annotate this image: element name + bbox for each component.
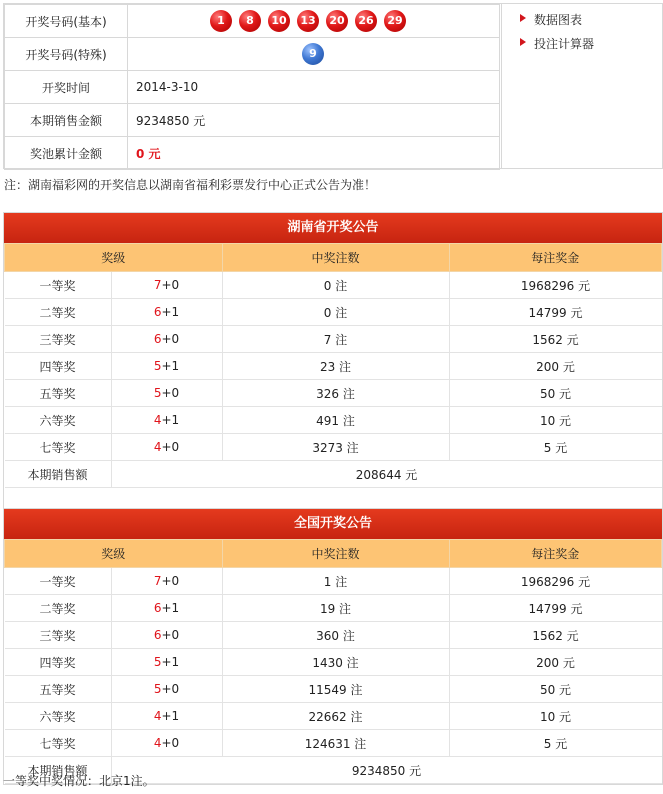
hunan-announcement	[3, 212, 663, 516]
prize-amount: 50 元	[449, 676, 662, 703]
winning-count: 11549 注	[222, 676, 449, 703]
prize-amount: 200 元	[449, 353, 662, 380]
quick-links	[501, 4, 663, 168]
match-special: 0	[171, 386, 180, 400]
prize-amount: 14799 元	[449, 299, 662, 326]
winning-count: 1 注	[222, 568, 449, 595]
basic-ball: 20	[326, 10, 348, 32]
prize-level: 二等奖	[5, 299, 112, 326]
prize-level: 一等奖	[5, 272, 112, 299]
match-special: 1	[171, 413, 180, 427]
match-basic: 7	[153, 278, 162, 292]
national-announcement	[3, 508, 663, 785]
arrow-right-icon	[520, 38, 526, 46]
winning-count: 0 注	[222, 272, 449, 299]
winning-count: 124631 注	[222, 730, 449, 757]
prize-amount: 50 元	[449, 380, 662, 407]
basic-ball: 29	[384, 10, 406, 32]
basic-numbers-label: 开奖号码(基本)	[5, 5, 128, 38]
match-special: 0	[171, 736, 180, 750]
prize-header: 每注奖金	[449, 244, 662, 272]
bet-calculator-link[interactable]: 投注计算器	[534, 35, 594, 52]
match-special: 1	[171, 305, 180, 319]
prize-row	[5, 434, 662, 461]
prize-amount: 1562 元	[449, 622, 662, 649]
match-basic: 5	[153, 359, 162, 373]
prize-row	[5, 407, 662, 434]
match-rule: 4+1	[111, 703, 222, 730]
draw-info-panel	[3, 3, 663, 169]
hunan-title: 湖南省开奖公告	[4, 213, 662, 243]
level-header: 奖级	[5, 244, 223, 272]
match-basic: 4	[153, 413, 162, 427]
prize-amount: 1968296 元	[449, 272, 662, 299]
arrow-right-icon	[520, 14, 526, 22]
match-basic: 5	[153, 386, 162, 400]
match-basic: 6	[153, 628, 162, 642]
draw-date-label: 开奖时间	[5, 71, 128, 104]
winning-count: 23 注	[222, 353, 449, 380]
sales-value: 9234850 元	[111, 757, 662, 784]
prize-level: 四等奖	[5, 353, 112, 380]
level-header: 奖级	[5, 540, 223, 568]
prize-amount: 200 元	[449, 649, 662, 676]
match-special: 0	[171, 574, 180, 588]
count-header: 中奖注数	[222, 244, 449, 272]
match-rule: 6+0	[111, 326, 222, 353]
match-special: 1	[171, 709, 180, 723]
match-basic: 4	[153, 736, 162, 750]
prize-row	[5, 326, 662, 353]
match-rule: 5+0	[111, 380, 222, 407]
prize-amount: 1968296 元	[449, 568, 662, 595]
match-rule: 4+0	[111, 434, 222, 461]
count-header: 中奖注数	[222, 540, 449, 568]
winning-count: 19 注	[222, 595, 449, 622]
prize-level: 七等奖	[5, 434, 112, 461]
match-rule: 7+0	[111, 272, 222, 299]
draw-info-table	[4, 4, 500, 170]
winning-count: 491 注	[222, 407, 449, 434]
hunan-prize-table	[4, 243, 662, 515]
special-ball: 9	[302, 43, 324, 65]
prize-amount: 14799 元	[449, 595, 662, 622]
jackpot-label: 奖池累计金额	[5, 137, 128, 170]
prize-amount: 1562 元	[449, 326, 662, 353]
match-rule: 6+1	[111, 595, 222, 622]
match-basic: 6	[153, 332, 162, 346]
match-special: 0	[171, 628, 180, 642]
prize-row	[5, 272, 662, 299]
match-rule: 4+1	[111, 407, 222, 434]
disclaimer-note: 注：湖南福彩网的开奖信息以湖南省福利彩票发行中心正式公告为准！	[4, 178, 377, 192]
winning-count: 3273 注	[222, 434, 449, 461]
prize-row	[5, 568, 662, 595]
prize-level: 二等奖	[5, 595, 112, 622]
basic-ball: 13	[297, 10, 319, 32]
winning-count: 7 注	[222, 326, 449, 353]
prize-header: 每注奖金	[449, 540, 662, 568]
winning-count: 326 注	[222, 380, 449, 407]
prize-row	[5, 299, 662, 326]
draw-date-value: 2014-3-10	[128, 71, 500, 104]
prize-amount: 5 元	[449, 434, 662, 461]
prize-level: 五等奖	[5, 676, 112, 703]
match-special: 1	[171, 601, 180, 615]
prize-level: 七等奖	[5, 730, 112, 757]
basic-ball: 10	[268, 10, 290, 32]
match-rule: 5+1	[111, 649, 222, 676]
prize-amount: 5 元	[449, 730, 662, 757]
data-chart-link[interactable]: 数据图表	[534, 11, 582, 28]
sales-value: 208644 元	[111, 461, 662, 488]
match-basic: 5	[153, 682, 162, 696]
match-basic: 4	[153, 709, 162, 723]
match-basic: 7	[153, 574, 162, 588]
winning-count: 0 注	[222, 299, 449, 326]
match-rule: 4+0	[111, 730, 222, 757]
match-rule: 6+1	[111, 299, 222, 326]
prize-level: 六等奖	[5, 407, 112, 434]
match-special: 0	[171, 440, 180, 454]
sales-label: 本期销售额	[5, 461, 112, 488]
prize-row	[5, 703, 662, 730]
prize-level: 六等奖	[5, 703, 112, 730]
first-prize-winners-note: 一等奖中奖情况：北京1注。	[3, 774, 155, 788]
national-prize-table	[4, 539, 662, 784]
match-special: 0	[171, 332, 180, 346]
match-rule: 5+1	[111, 353, 222, 380]
prize-row	[5, 649, 662, 676]
jackpot-value: 0 元	[136, 146, 161, 161]
match-special: 1	[171, 359, 180, 373]
prize-amount: 10 元	[449, 703, 662, 730]
match-basic: 5	[153, 655, 162, 669]
match-special: 1	[171, 655, 180, 669]
winning-count: 360 注	[222, 622, 449, 649]
match-basic: 6	[153, 305, 162, 319]
match-special: 0	[171, 682, 180, 696]
winning-count: 22662 注	[222, 703, 449, 730]
basic-ball: 26	[355, 10, 377, 32]
match-rule: 5+0	[111, 676, 222, 703]
basic-ball: 1	[210, 10, 232, 32]
basic-ball: 8	[239, 10, 261, 32]
prize-level: 三等奖	[5, 622, 112, 649]
national-title: 全国开奖公告	[4, 509, 662, 539]
basic-balls	[210, 10, 499, 32]
match-rule: 7+0	[111, 568, 222, 595]
prize-row	[5, 676, 662, 703]
match-basic: 4	[153, 440, 162, 454]
prize-row	[5, 353, 662, 380]
prize-level: 五等奖	[5, 380, 112, 407]
prize-row	[5, 730, 662, 757]
sales-amount-value: 9234850 元	[128, 104, 500, 137]
prize-level: 三等奖	[5, 326, 112, 353]
prize-level: 一等奖	[5, 568, 112, 595]
prize-row	[5, 595, 662, 622]
prize-amount: 10 元	[449, 407, 662, 434]
prize-row	[5, 380, 662, 407]
match-special: 0	[171, 278, 180, 292]
sales-amount-label: 本期销售金额	[5, 104, 128, 137]
special-number-label: 开奖号码(特殊)	[5, 38, 128, 71]
winning-count: 1430 注	[222, 649, 449, 676]
prize-level: 四等奖	[5, 649, 112, 676]
sales-label: 本期销售额	[5, 757, 112, 784]
match-rule: 6+0	[111, 622, 222, 649]
prize-row	[5, 622, 662, 649]
match-basic: 6	[153, 601, 162, 615]
